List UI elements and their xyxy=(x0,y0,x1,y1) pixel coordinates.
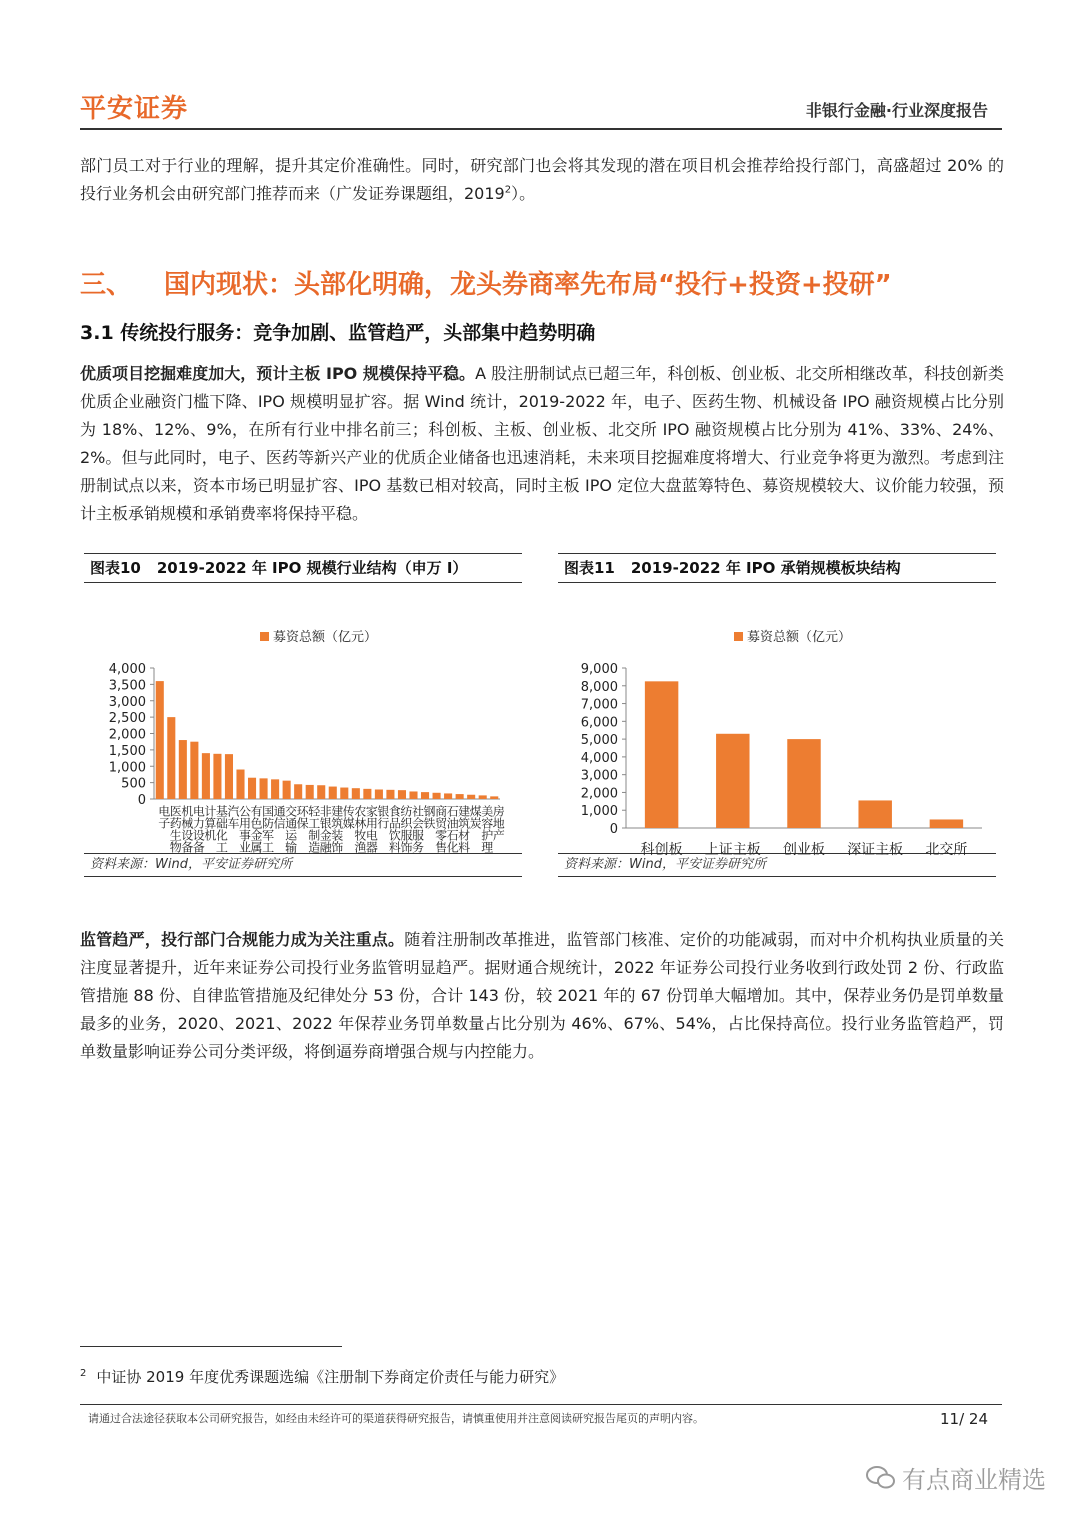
x-tick-label: 电子 xyxy=(156,805,171,829)
x-tick-label: 北交所 xyxy=(925,842,968,858)
chart-legend xyxy=(260,629,377,645)
figure-11-source: 资料来源：Wind，平安证券研究所 xyxy=(558,853,996,877)
bar xyxy=(858,800,891,828)
x-tick-label: 非银金融 xyxy=(318,805,333,853)
paragraph-body: 随着注册制改革推进，监管部门核准、定价的功能减弱，而对中介机构执业质量的关注度显著提升，近年来证券公司投行业务监管明显趋严。据财通合规统计，2022 年证券公司投行业务收到行政处罚 2 份、行政监管措施 88 份、自律监管措施及纪律处分 53 份，合计 143 份，较 2021 年的 67 份罚单大幅增加。其中，保荐业务仍是罚单数量最多的业务，2020、2021、2022 年保荐业务罚单数量占比分别为 46%、67%、54%，占比保持高位。投行业务监管趋严，罚单数量影响证券公司分类评级，将倒逼券商增强合规与内控能力。 xyxy=(80,930,1004,1061)
x-tick-label: 环保 xyxy=(295,805,310,829)
y-tick-label: 500 xyxy=(121,776,146,792)
x-tick-label: 石油石化 xyxy=(445,805,460,853)
legend-label: 募资总额（亿元） xyxy=(273,630,378,645)
bar xyxy=(283,781,291,799)
intro-paragraph xyxy=(80,152,1004,208)
bar xyxy=(271,779,279,799)
legend-label: 募资总额（亿元） xyxy=(747,630,852,645)
bar xyxy=(375,790,383,799)
bar xyxy=(225,754,233,799)
bar xyxy=(479,795,487,799)
bar xyxy=(294,784,302,799)
bar xyxy=(386,790,394,799)
footnote-text: 中证协 2019 年度优秀课题选编《注册制下券商定价责任与能力研究》 xyxy=(96,1368,565,1386)
bar xyxy=(467,795,475,799)
x-tick-label: 机械设备 xyxy=(179,805,194,853)
body-paragraph-1 xyxy=(80,360,1004,528)
x-tick-label: 房地产 xyxy=(491,805,506,841)
x-tick-label: 美容护理 xyxy=(479,805,494,853)
x-tick-label: 国防军工 xyxy=(260,805,275,853)
y-tick-label: 3,000 xyxy=(108,694,146,710)
x-tick-label: 钢铁 xyxy=(422,805,437,829)
x-tick-label: 建筑装饰 xyxy=(329,805,344,853)
x-tick-label: 深证主板 xyxy=(847,842,904,858)
y-tick-label: 1,000 xyxy=(580,804,618,820)
bar xyxy=(363,789,371,799)
y-tick-label: 1,000 xyxy=(108,760,146,776)
x-tick-label: 建筑材料 xyxy=(456,805,471,853)
bar xyxy=(329,787,337,799)
x-tick-label: 上证主板 xyxy=(704,842,761,858)
x-tick-label: 计算机 xyxy=(202,805,217,841)
bar xyxy=(236,770,244,799)
section-number: 三、 xyxy=(80,270,133,300)
company-logo: 平安证券 xyxy=(80,94,189,124)
x-tick-label: 创业板 xyxy=(783,842,825,858)
bar xyxy=(190,742,198,799)
x-tick-label: 轻工制造 xyxy=(306,805,321,853)
y-tick-label: 2,500 xyxy=(108,711,146,727)
bar xyxy=(202,753,210,799)
footnote-number: 2 xyxy=(80,1368,87,1379)
figure-10-title: 2019-2022 年 IPO 规模行业结构（申万 I） xyxy=(156,559,468,577)
subsection-heading: 3.1 传统投行服务：竞争加剧、监管趋严，头部集中趋势明确 xyxy=(80,322,596,344)
wechat-icon xyxy=(866,1465,896,1491)
x-tick-label: 煤炭 xyxy=(468,805,483,829)
bar xyxy=(248,778,256,799)
figure-10 xyxy=(84,553,522,877)
footer-divider xyxy=(80,1404,1002,1405)
figure-11-label: 图表11 xyxy=(564,559,615,577)
x-tick-label: 通信 xyxy=(272,805,287,829)
figure-10-source: 资料来源：Wind，平安证券研究所 xyxy=(84,853,522,877)
section-heading xyxy=(80,264,892,301)
bar xyxy=(167,717,175,799)
bar xyxy=(352,788,360,799)
bar xyxy=(306,785,314,799)
bar xyxy=(260,778,268,799)
legend-swatch xyxy=(260,632,269,641)
x-tick-label: 食品饮料 xyxy=(387,805,402,853)
y-tick-label: 8,000 xyxy=(580,679,618,695)
y-tick-label: 3,000 xyxy=(580,768,618,784)
y-tick-label: 2,000 xyxy=(108,727,146,743)
footnote-divider xyxy=(80,1346,342,1347)
bar xyxy=(421,792,429,799)
y-tick-label: 5,000 xyxy=(580,733,618,749)
y-tick-label: 2,000 xyxy=(580,786,618,802)
figure-11 xyxy=(558,553,996,877)
x-tick-label: 交通运输 xyxy=(283,805,298,853)
header-divider xyxy=(80,128,1002,130)
x-tick-label: 医药生物 xyxy=(168,805,183,853)
bar xyxy=(409,791,417,799)
y-tick-label: 0 xyxy=(609,822,618,837)
footnote xyxy=(80,1366,564,1387)
page-number: 11/ 24 xyxy=(940,1410,988,1428)
x-tick-label: 基础化工 xyxy=(214,805,229,853)
watermark-text: 有点商业精选 xyxy=(902,1466,1046,1494)
figure-11-title: 2019-2022 年 IPO 承销规模板块结构 xyxy=(630,559,901,577)
watermark xyxy=(866,1460,1046,1495)
report-category: 非银行金融·行业深度报告 xyxy=(805,101,988,120)
bar xyxy=(456,794,464,799)
x-tick-label: 有色金属 xyxy=(249,805,264,853)
figure-11-chart xyxy=(558,583,996,858)
bar xyxy=(179,740,187,799)
x-tick-label: 农林牧渔 xyxy=(352,805,367,853)
paragraph-body: A 股注册制试点已超三年，科创板、创业板、北交所相继改革，科技创新类优质企业融资门槛下降、IPO 规模明显扩容。据 Wind 统计，2019-2022 年，电子、医药生物、机械设备 IPO 融资规模占比分别为 18%、12%、9%，在所有行业中排名前三；科创板、主板、创业板、北交所 IPO 融资规模占比分别为 41%、33%、24%、2%。但与此同时，电子、医药等新兴产业的优质企业储备也迅速消耗，未来项目挖掘难度将增大、行业竞争将更为激烈。考虑到注册制试点以来，资本市场已明显扩容、IPO 基数已相对较高，同时主板 IPO 定位大盘蓝筹特色、募资规模较大、议价能力较强，预计主板承销规模和承销费率将保持平稳。 xyxy=(80,364,1004,523)
chart-legend xyxy=(734,629,851,645)
x-tick-label: 电力设备 xyxy=(191,805,206,853)
y-tick-label: 4,000 xyxy=(108,662,146,677)
legend-swatch xyxy=(734,632,743,641)
x-tick-label: 公用事业 xyxy=(237,805,252,853)
figure-10-label: 图表10 xyxy=(90,559,141,577)
bar xyxy=(490,796,498,799)
body-paragraph-2 xyxy=(80,926,1004,1066)
y-tick-label: 0 xyxy=(137,793,146,808)
intro-tail: ）。 xyxy=(511,184,536,203)
x-tick-label: 传媒 xyxy=(341,805,356,829)
footer-disclaimer: 请通过合法途径获取本公司研究报告，如经由未经许可的渠道获得研究报告，请慎重使用并注意阅读研究报告尾页的声明内容。 xyxy=(88,1412,704,1425)
y-tick-label: 9,000 xyxy=(580,662,618,677)
section-title: 国内现状：头部化明确，龙头券商率先布局“投行+投资+投研” xyxy=(164,270,892,300)
bar xyxy=(716,734,749,828)
x-tick-label: 商贸零售 xyxy=(433,805,448,853)
bar xyxy=(156,681,164,799)
bar xyxy=(213,754,221,799)
figure-10-title-bar xyxy=(84,553,522,583)
y-tick-label: 7,000 xyxy=(580,697,618,713)
y-tick-label: 1,500 xyxy=(108,743,146,759)
bar xyxy=(317,785,325,799)
x-tick-label: 科创板 xyxy=(640,842,683,858)
y-tick-label: 3,500 xyxy=(108,678,146,694)
x-tick-label: 银行 xyxy=(375,805,390,829)
bar xyxy=(433,793,441,799)
figure-11-title-bar xyxy=(558,553,996,583)
bar xyxy=(645,681,678,828)
y-tick-label: 4,000 xyxy=(580,750,618,766)
x-tick-label: 纺织服饰 xyxy=(398,805,413,853)
bar xyxy=(340,788,348,799)
y-tick-label: 6,000 xyxy=(580,715,618,731)
bar xyxy=(398,790,406,799)
figure-10-chart xyxy=(84,583,522,853)
x-tick-label: 社会服务 xyxy=(410,805,425,853)
bar xyxy=(787,739,820,828)
footnote-ref: 2 xyxy=(504,184,512,196)
paragraph-lead: 监管趋严，投行部门合规能力成为关注重点。 xyxy=(80,930,405,949)
paragraph-lead: 优质项目挖掘难度加大，预计主板 IPO 规模保持平稳。 xyxy=(80,364,476,383)
bar xyxy=(930,819,963,828)
intro-text: 部门员工对于行业的理解，提升其定价准确性。同时，研究部门也会将其发现的潜在项目机会推荐给投行部门，高盛超过 20% 的投行业务机会由研究部门推荐而来（广发证券课题组，2019 xyxy=(80,156,1004,203)
x-tick-label: 家用电器 xyxy=(364,805,379,853)
bar xyxy=(444,793,452,799)
x-tick-label: 汽车 xyxy=(225,805,240,829)
